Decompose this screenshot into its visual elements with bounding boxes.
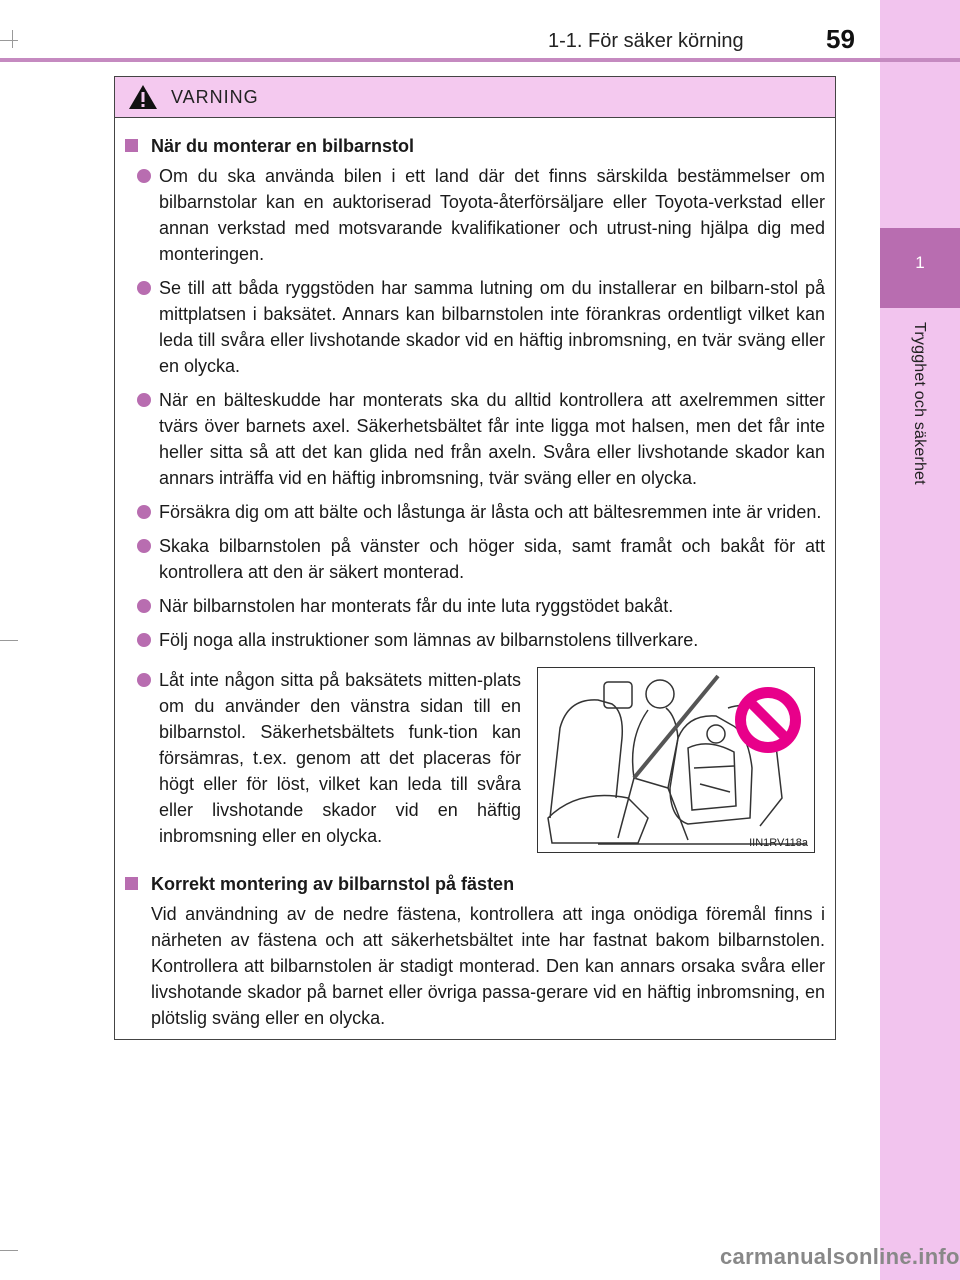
section-marker-icon <box>125 139 138 152</box>
warning-triangle-icon <box>127 83 159 116</box>
list-item-text: När bilbarnstolen har monterats får du inte luta ryggstödet bakåt. <box>159 596 674 616</box>
section-title: 1-1. För säker körning <box>548 30 744 52</box>
watermark: carmanualsonline.info <box>720 1244 960 1269</box>
list-item-text: Se till att båda ryggstöden har samma lutning om du installerar en bilbarn-stol på mittplatsen i baksätet. Annars kan bilbarnstolen inte förankras ordentligt vilket kan leda till svåra eller livshotande skador vid en häftig inbromsning, en tvär sväng eller en olycka. <box>159 278 825 376</box>
list-item <box>115 667 521 849</box>
bullet-icon <box>137 505 151 519</box>
section-heading-text: När du monterar en bilbarnstol <box>151 136 415 156</box>
section-paragraph: Vid användning av de nedre fästena, kontrollera att inga onödiga föremål finns i närheten av fästena och att säkerhetsbältet inte har fastnat bakom bilbarnstolen. Kontrollera att bilbarnstolen är stadigt monterad. Den kan annars orsaka svåra eller livshotande skador på barnet eller övriga passa-gerare vid en häftig inbromsning, en plötslig sväng eller en olycka. <box>151 904 825 1028</box>
crop-mark <box>0 640 18 641</box>
bullet-icon <box>137 281 151 295</box>
list-item-text: Följ noga alla instruktioner som lämnas av bilbarnstolens tillverkare. <box>159 630 699 650</box>
warning-title: VARNING <box>171 87 259 107</box>
header-rule <box>0 58 960 62</box>
bullet-icon <box>137 673 151 687</box>
list-item <box>115 627 837 653</box>
list-item <box>115 387 837 491</box>
bullet-icon <box>137 633 151 647</box>
crop-mark <box>0 1250 18 1251</box>
list-item-text: Skaka bilbarnstolen på vänster och höger sida, samt framåt och bakåt för att kontrollera att den är säkert monterad. <box>159 536 825 582</box>
list-item <box>115 163 837 267</box>
crop-mark <box>12 30 13 48</box>
bullet-icon <box>137 393 151 407</box>
list-item-text: Försäkra dig om att bälte och låstunga är låsta och att bältesremmen inte är vriden. <box>159 502 822 522</box>
chapter-title: Trygghet och säkerhet <box>911 322 928 485</box>
section-heading <box>125 133 837 159</box>
illustration-code: IIN1RV118a <box>749 837 808 849</box>
chapter-number: 1 <box>915 253 925 272</box>
crop-mark <box>0 40 18 41</box>
warning-box <box>114 76 836 1040</box>
warning-content <box>115 133 837 1031</box>
list-item <box>115 275 837 379</box>
page-number: 59 <box>826 24 855 54</box>
list-item <box>115 593 837 619</box>
bullet-with-illustration <box>115 667 837 863</box>
list-item <box>115 499 837 525</box>
bullet-icon <box>137 169 151 183</box>
list-item-text: När en bälteskudde har monterats ska du alltid kontrollera att axelremmen sitter tvärs över barnets axel. Säkerhetsbältet får inte ligga mot halsen, men det får inte heller sitta så att det kan glida ned från axeln. Svåra eller livshotande skador kan annars inträffa vid en häftig inbromsning, tvär sväng eller en olycka. <box>159 390 825 488</box>
section-marker-icon <box>125 877 138 890</box>
list-item-text: Om du ska använda bilen i ett land där det finns särskilda bestämmelser om bilbarnstolar kan en auktoriserad Toyota-återförsäljare eller Toyota-verkstad eller annan verkstad med motsvarande kvalifikationer och utrust-ning hjälpa dig med monteringen. <box>159 166 825 264</box>
list-item-text: Låt inte någon sitta på baksätets mitten-plats om du använder den vänstra sidan till en bilbarnstol. Säkerhetsbältets funk-tion kan försämras, t.ex. genom att det placeras för högt eller för löst, vilket kan leda till svåra eller livshotande skador vid en häftig inbromsning eller en olycka. <box>159 670 521 846</box>
bullet-icon <box>137 599 151 613</box>
child-seat-illustration <box>537 667 815 853</box>
section-heading-text: Korrekt montering av bilbarnstol på fästen <box>151 874 515 894</box>
warning-header <box>115 77 835 118</box>
bullet-icon <box>137 539 151 553</box>
list-item <box>115 533 837 585</box>
section-heading <box>125 871 837 897</box>
chapter-side-tab <box>880 0 960 1280</box>
